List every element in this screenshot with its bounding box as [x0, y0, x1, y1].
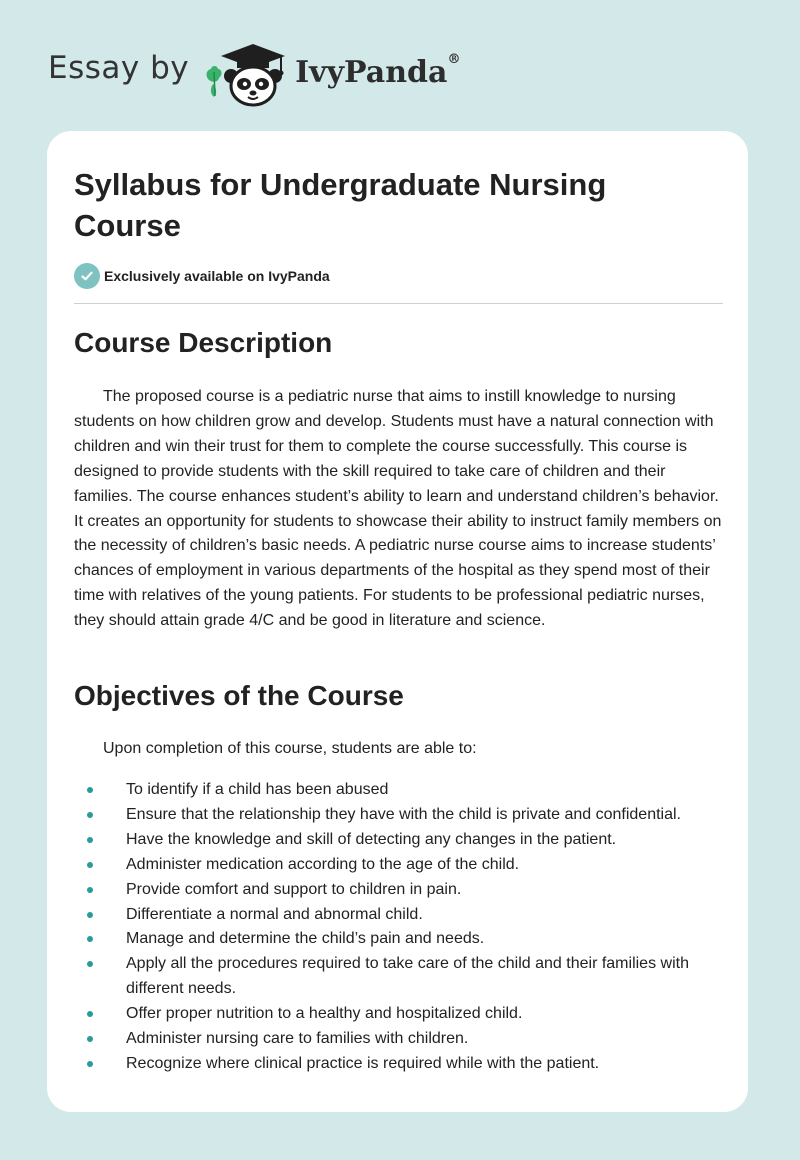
list-item-text: Differentiate a normal and abnormal child.: [126, 905, 423, 923]
list-item: [74, 878, 723, 903]
exclusive-badge: [74, 263, 330, 289]
course-description-paragraph: The proposed course is a pediatric nurse that aims to instill knowledge to nursing students on how children grow and develop. Students must have a natural connection with children and win their trust for them to complete the course successfully. This course is designed to provide students with the skill required to take care of children and their families. The course enhances student’s ability to learn and understand children’s behavior. It creates an opportunity for students to showcase their ability to instruct family members on the necessity of children’s basic needs. A pediatric nurse course aims to increase students’ chances of employment in various departments of the hospital as they spend most of their time with relatives of the young patients. For students to be professional pediatric nurses, they should attain grade 4/C and be good in literature and science.: [74, 388, 722, 630]
list-item-text: Apply all the procedures required to take care of the child and their families with different needs.: [126, 955, 689, 998]
list-item-text: Have the knowledge and skill of detecting any changes in the patient.: [126, 830, 617, 848]
list-item: [74, 1052, 723, 1077]
list-item-text: Offer proper nutrition to a healthy and hospitalized child.: [126, 1005, 523, 1023]
bullet-dot-icon: [87, 812, 93, 818]
check-icon: [74, 263, 100, 289]
article-card: [47, 131, 748, 1112]
list-item: [74, 853, 723, 878]
section-heading-objectives: Objectives of the Course: [74, 680, 404, 711]
list-item: [74, 1027, 723, 1052]
list-item: [74, 903, 723, 928]
registered-mark: ®: [447, 51, 461, 67]
list-item: [74, 927, 723, 952]
bullet-dot-icon: [87, 887, 93, 893]
bullet-dot-icon: [87, 862, 93, 868]
list-item: [74, 828, 723, 853]
list-item: [74, 1002, 723, 1027]
list-item: [74, 778, 723, 803]
divider: [74, 303, 723, 304]
bullet-dot-icon: [87, 1011, 93, 1017]
list-item-text: Ensure that the relationship they have with the child is private and confidential.: [126, 805, 681, 823]
section-heading-course-description: Course Description: [74, 327, 333, 358]
site-header: [48, 36, 460, 108]
bullet-dot-icon: [87, 936, 93, 942]
brand-name[interactable]: [295, 51, 461, 90]
article-title: Syllabus for Undergraduate Nursing Course: [74, 167, 607, 243]
bullet-dot-icon: [87, 912, 93, 918]
list-item-text: Manage and determine the child’s pain and needs.: [126, 930, 485, 948]
bullet-dot-icon: [87, 837, 93, 843]
bullet-dot-icon: [87, 961, 93, 967]
panda-graduate-logo-icon[interactable]: [203, 36, 291, 108]
list-item: [74, 803, 723, 828]
essay-by-label: Essay by: [48, 50, 190, 86]
list-item-text: Administer medication according to the age of the child.: [126, 855, 520, 873]
list-item-text: Recognize where clinical practice is required while with the patient.: [126, 1054, 600, 1072]
list-item-text: Provide comfort and support to children in pain.: [126, 880, 462, 898]
list-item-text: Administer nursing care to families with children.: [126, 1030, 469, 1048]
bullet-dot-icon: [87, 1061, 93, 1067]
objectives-list: [74, 778, 723, 1077]
exclusive-label: Exclusively available on IvyPanda: [104, 268, 330, 284]
brand-text: IvyPanda: [295, 54, 448, 90]
bullet-dot-icon: [87, 787, 93, 793]
bullet-dot-icon: [87, 1036, 93, 1042]
objectives-intro: Upon completion of this course, students are able to:: [103, 740, 477, 757]
list-item-text: To identify if a child has been abused: [126, 781, 389, 798]
list-item: [74, 952, 723, 1002]
